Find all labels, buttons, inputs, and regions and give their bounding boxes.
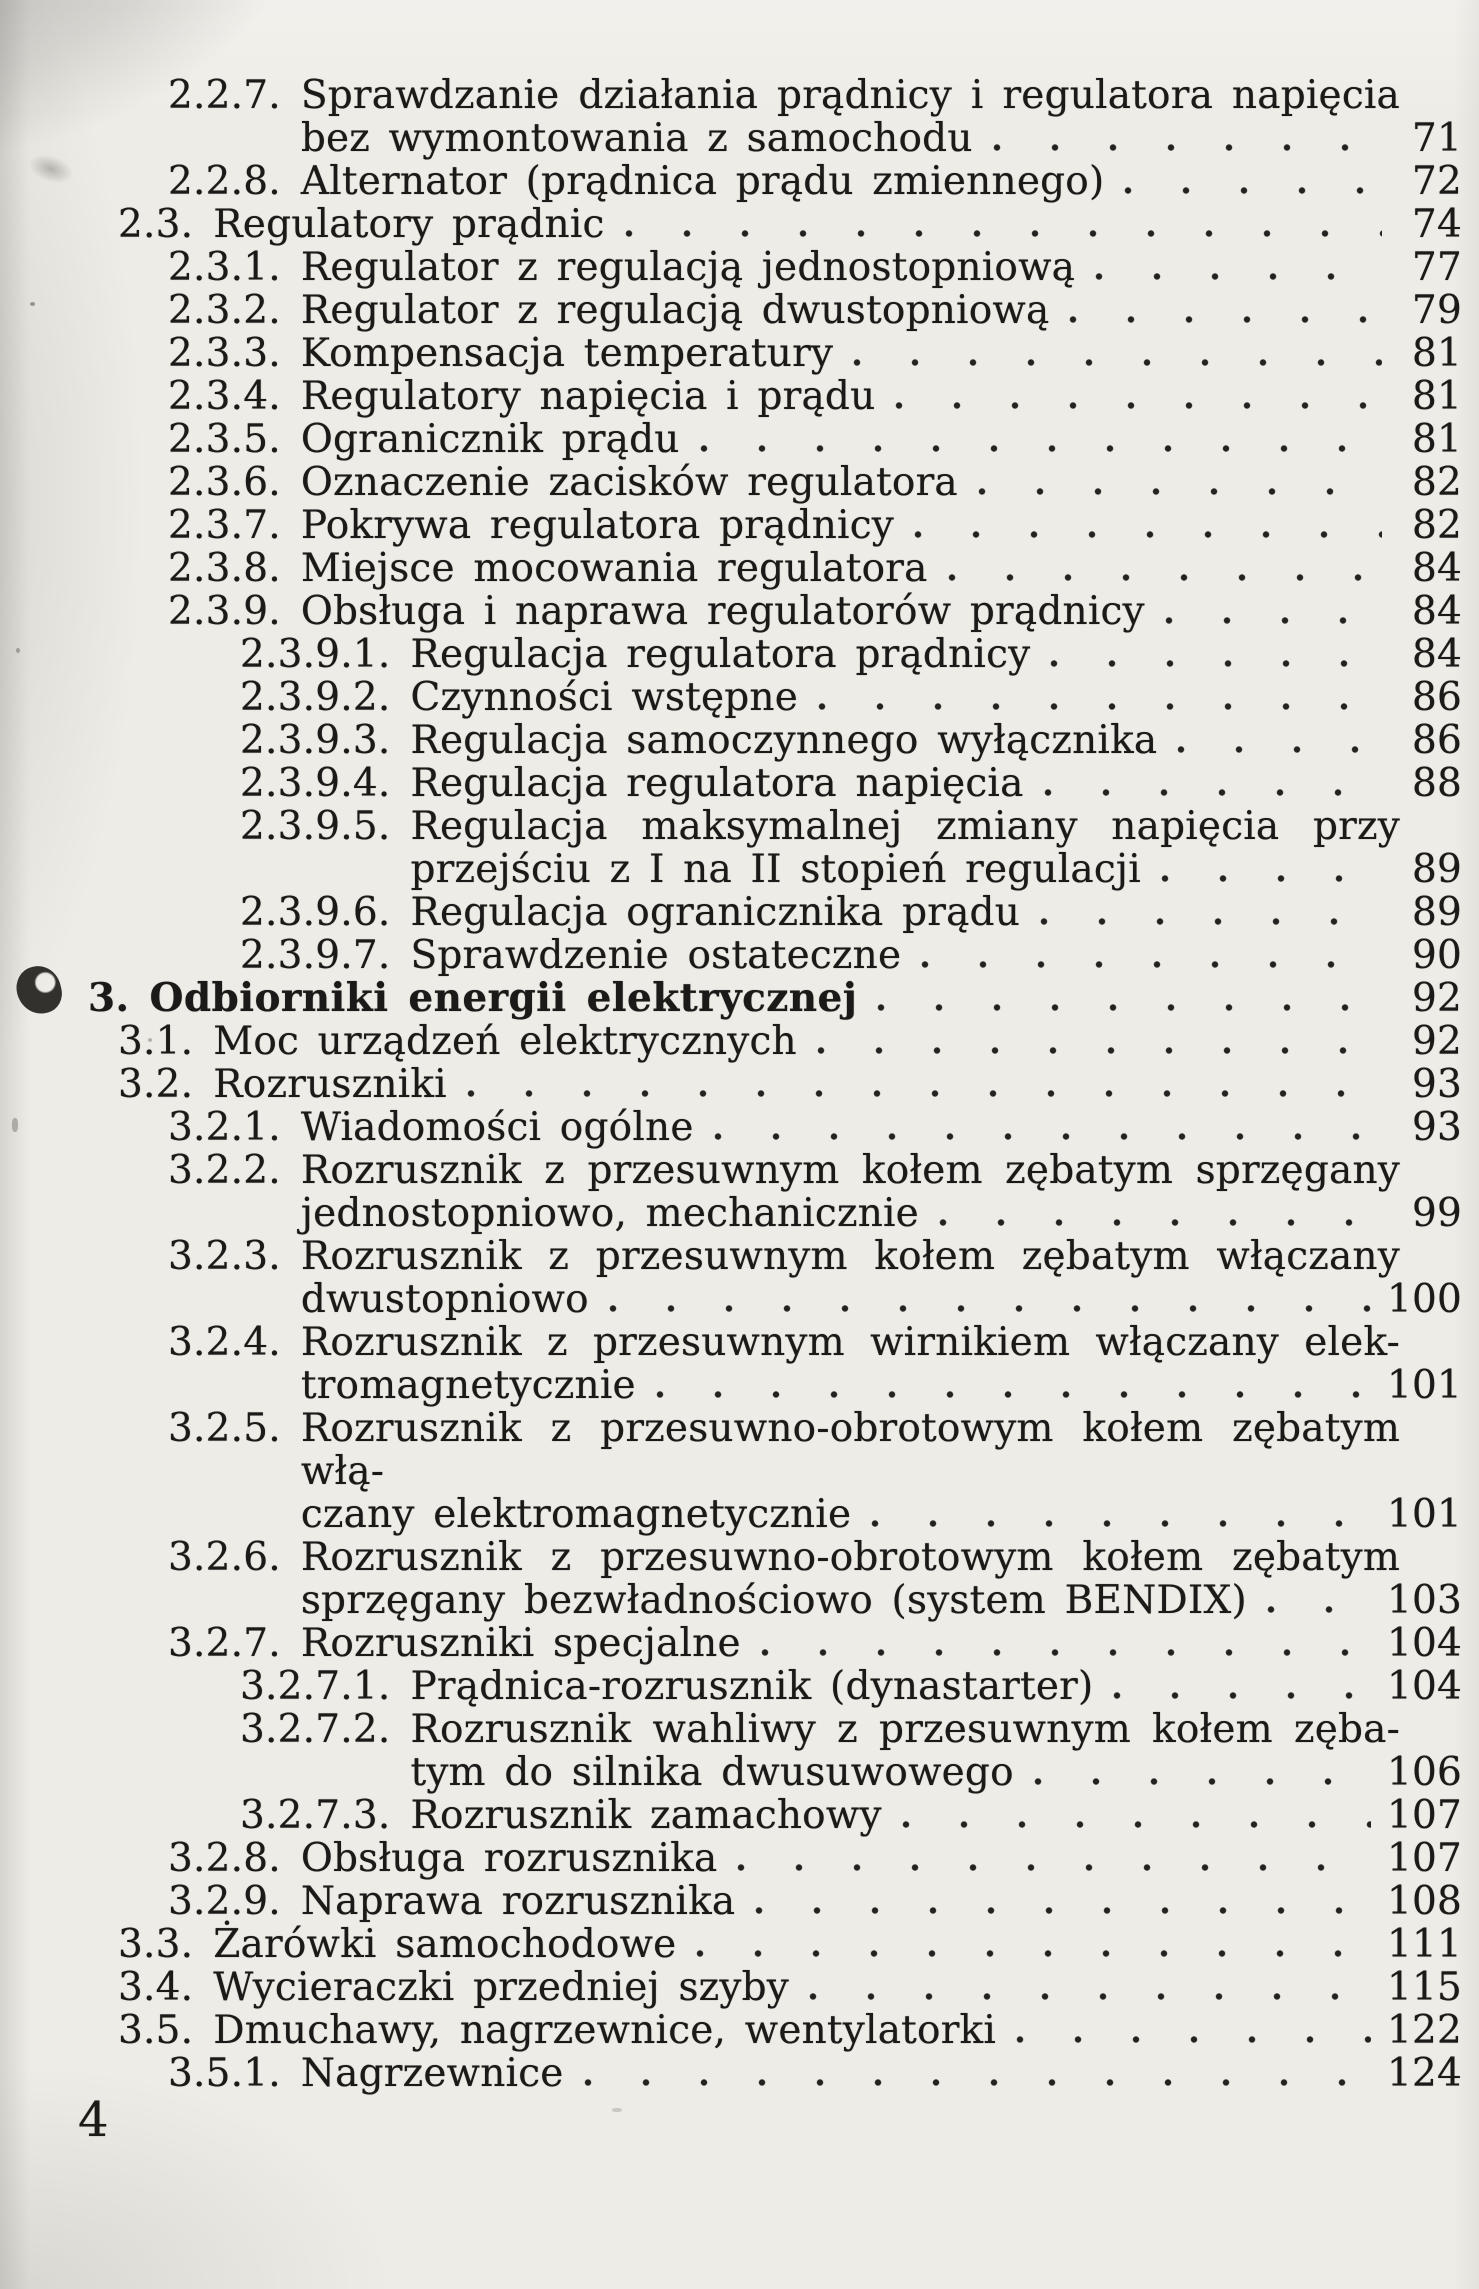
toc-entry-line	[168, 1536, 1462, 1579]
toc-entry-title: Ogranicznik prądu	[300, 417, 680, 462]
dot-leader	[696, 1950, 1370, 1957]
toc-entry-page: 107	[1386, 1793, 1462, 1838]
toc-entry-page: 86	[1411, 718, 1462, 763]
toc-entry-title: Regulacja ogranicznika prądu	[410, 890, 1021, 935]
toc-entry	[88, 805, 1462, 891]
toc-entry-title: Naprawa rozrusznika	[300, 1879, 736, 1924]
toc-entry	[88, 719, 1462, 762]
toc-entry	[88, 934, 1462, 977]
toc-entry	[88, 1407, 1462, 1536]
dot-leader	[817, 1047, 1382, 1054]
dot-leader	[993, 144, 1382, 151]
toc-entry-title: Rozrusznik z przesuwno-obrotowym kołem zębatym	[300, 1535, 1400, 1580]
toc-entry-number: 2.3.9.7.	[240, 933, 391, 978]
toc-entry-page: 92	[1411, 976, 1462, 1021]
toc-entry-line	[240, 676, 1462, 719]
dot-leader	[1050, 660, 1382, 667]
toc-entry-number: 2.3.9.	[168, 589, 281, 634]
toc-entry-title: Odbiorniki energii elektrycznej	[149, 975, 858, 1021]
toc-entry	[88, 1536, 1462, 1622]
toc-entry-title: Wiadomości ogólne	[300, 1105, 694, 1150]
dot-leader	[1095, 273, 1382, 280]
toc-entry-title: Regulator z regulacją jednostopniową	[300, 245, 1076, 290]
toc-entry	[88, 160, 1462, 203]
toc-entry-title: Rozrusznik z przesuwnym wirnikiem włączany elek-	[300, 1320, 1400, 1365]
toc-entry-page: 93	[1411, 1062, 1462, 1107]
toc-entry-title: Miejsce mocowania regulatora	[300, 546, 928, 591]
table-of-contents	[0, 74, 1479, 2095]
toc-entry-line	[168, 246, 1462, 289]
toc-entry-line	[118, 1063, 1462, 1106]
toc-entry-title: Wycieraczki przedniej szyby	[213, 1965, 790, 2010]
dot-leader	[871, 1520, 1371, 1527]
dot-leader	[1069, 316, 1382, 323]
toc-entry	[88, 1923, 1462, 1966]
toc-entry-title: Rozrusznik wahliwy z przesuwnym kołem zęba-	[410, 1707, 1400, 1752]
toc-entry-title: Nagrzewnice	[300, 2051, 564, 2096]
toc-entry-number: 2.3.4.	[168, 374, 281, 419]
toc-entry-page: 107	[1386, 1836, 1462, 1881]
toc-entry-number: 2.3.5.	[168, 417, 281, 462]
toc-entry-page: 77	[1411, 245, 1462, 290]
toc-entry	[88, 590, 1462, 633]
dot-leader	[584, 2079, 1371, 2086]
toc-entry-continuation-line	[168, 1364, 1462, 1407]
toc-entry-title: Oznaczenie zacisków regulatora	[300, 460, 958, 505]
toc-entry	[88, 1106, 1462, 1149]
toc-entry-title-continuation: tym do silnika dwusuwowego	[410, 1750, 1014, 1795]
toc-entry-number: 3.2.	[118, 1062, 194, 1107]
toc-entry-number: 2.3.6.	[168, 460, 281, 505]
toc-entry-title: Rozruszniki specjalne	[300, 1621, 741, 1666]
dot-leader	[1040, 918, 1382, 925]
toc-entry-line	[240, 891, 1462, 934]
toc-entry-page: 81	[1411, 374, 1462, 419]
toc-entry-title: Prądnica-rozrusznik (dynastarter)	[410, 1664, 1094, 1709]
toc-entry-line	[168, 74, 1462, 117]
toc-entry-line	[168, 504, 1462, 547]
toc-entry-page: 88	[1411, 761, 1462, 806]
dot-leader	[737, 1864, 1371, 1871]
toc-entry	[88, 1665, 1462, 1708]
toc-entry-line	[168, 1837, 1462, 1880]
dot-leader	[1113, 1692, 1371, 1699]
toc-entry-title: Kompensacja temperatury	[300, 331, 834, 376]
toc-entry-number: 3.2.4.	[168, 1320, 281, 1365]
toc-entry-title-continuation: czany elektromagnetycznie	[300, 1492, 852, 1537]
toc-entry-line	[168, 418, 1462, 461]
toc-entry-title: Alternator (prądnica prądu zmiennego)	[300, 159, 1105, 204]
toc-entry-line	[240, 934, 1462, 977]
toc-entry-line	[168, 1321, 1462, 1364]
toc-entry-continuation-line	[168, 1579, 1462, 1622]
toc-entry	[88, 1321, 1462, 1407]
toc-entry	[88, 633, 1462, 676]
toc-entry	[88, 203, 1462, 246]
toc-entry-page: 89	[1411, 847, 1462, 892]
toc-entry-number: 2.3.9.1.	[240, 632, 391, 677]
toc-entry-continuation-line	[168, 117, 1462, 160]
toc-entry-title-continuation: bez wymontowania z samochodu	[300, 116, 973, 161]
dot-leader	[609, 1305, 1371, 1312]
toc-entry-line	[168, 2052, 1462, 2095]
dot-leader	[939, 1219, 1382, 1226]
toc-entry-number: 3.2.9.	[168, 1879, 281, 1924]
toc-entry-page: 100	[1386, 1277, 1462, 1322]
toc-entry-title: Regulatory napięcia i prądu	[300, 374, 876, 419]
toc-entry-page: 101	[1386, 1492, 1462, 1537]
dot-leader	[948, 574, 1382, 581]
toc-entry-page: 92	[1411, 1019, 1462, 1064]
toc-entry-line	[168, 590, 1462, 633]
toc-entry-title-continuation: jednostopniowo, mechanicznie	[300, 1191, 919, 1236]
toc-entry	[88, 977, 1462, 1020]
toc-entry-number: 2.2.8.	[168, 159, 281, 204]
toc-entry	[88, 1837, 1462, 1880]
toc-entry-page: 82	[1411, 503, 1462, 548]
toc-entry-number: 3.4.	[118, 1965, 194, 2010]
dot-leader	[978, 488, 1382, 495]
toc-entry-title: Regulatory prądnic	[213, 202, 605, 247]
toc-entry	[88, 2052, 1462, 2095]
toc-entry-title: Moc urządzeń elektrycznych	[213, 1019, 797, 1064]
toc-entry-line	[168, 1622, 1462, 1665]
dot-leader	[755, 1907, 1371, 1914]
toc-entry-number: 3.2.7.1.	[240, 1664, 391, 1709]
toc-entry-number: 3.2.7.	[168, 1621, 281, 1666]
toc-entry-page: 99	[1411, 1191, 1462, 1236]
toc-entry-line	[240, 805, 1462, 848]
dot-leader	[902, 1821, 1371, 1828]
toc-entry-title: Rozruszniki	[213, 1062, 447, 1107]
toc-entry-title: Dmuchawy, nagrzewnice, wentylatorki	[213, 2008, 997, 2053]
toc-entry-number: 3.5.	[118, 2008, 194, 2053]
toc-entry	[88, 676, 1462, 719]
toc-entry-line	[118, 1020, 1462, 1063]
toc-entry-page: 108	[1386, 1879, 1462, 1924]
toc-entry-line	[118, 203, 1462, 246]
toc-entry-line	[168, 332, 1462, 375]
toc-entry	[88, 375, 1462, 418]
toc-entry-page: 79	[1411, 288, 1462, 333]
toc-entry-title: Regulator z regulacją dwustopniową	[300, 288, 1050, 333]
toc-entry-title: Rozrusznik z przesuwnym kołem zębatym sprzęgany	[300, 1148, 1400, 1193]
toc-entry-page: 74	[1411, 202, 1462, 247]
dot-leader	[467, 1090, 1382, 1097]
toc-entry	[88, 504, 1462, 547]
toc-entry-continuation-line	[168, 1192, 1462, 1235]
toc-entry-number: 2.3.9.2.	[240, 675, 391, 720]
dot-leader	[921, 961, 1382, 968]
toc-entry-continuation-line	[168, 1278, 1462, 1321]
toc-entry-number: 2.3.8.	[168, 546, 281, 591]
toc-entry-line	[240, 1665, 1462, 1708]
toc-entry	[88, 762, 1462, 805]
toc-entry-title: Pokrywa regulatora prądnicy	[300, 503, 894, 548]
toc-entry-title-continuation: sprzęgany bezwładnościowo (system BENDIX)	[300, 1578, 1247, 1623]
dot-leader	[714, 1133, 1382, 1140]
toc-entry-title: Rozrusznik z przesuwno-obrotowym kołem zębatym włą-	[300, 1406, 1400, 1494]
dot-leader	[1034, 1778, 1371, 1785]
toc-entry	[88, 547, 1462, 590]
toc-entry-title: Rozrusznik z przesuwnym kołem zębatym włączany	[300, 1234, 1400, 1279]
toc-entry-number: 3.2.5.	[168, 1406, 281, 1451]
toc-entry	[88, 1020, 1462, 1063]
toc-entry	[88, 1063, 1462, 1106]
toc-entry-page: 71	[1411, 116, 1462, 161]
toc-entry	[88, 289, 1462, 332]
dot-leader	[914, 531, 1382, 538]
toc-entry-line	[168, 1106, 1462, 1149]
toc-entry-line	[168, 547, 1462, 590]
toc-entry-number: 2.3.2.	[168, 288, 281, 333]
dot-leader	[809, 1993, 1371, 2000]
toc-entry-page: 111	[1386, 1922, 1462, 1967]
toc-entry-page: 84	[1411, 589, 1462, 634]
toc-entry	[88, 1880, 1462, 1923]
scan-speck	[612, 2108, 622, 2112]
dot-leader	[1267, 1606, 1371, 1613]
toc-entry-line	[240, 1708, 1462, 1751]
toc-entry-number: 3.2.1.	[168, 1105, 281, 1150]
toc-entry-number: 2.3.9.4.	[240, 761, 391, 806]
toc-entry-continuation-line	[240, 1751, 1462, 1794]
toc-entry-title: Regulacja regulatora napięcia	[410, 761, 1024, 806]
toc-entry	[88, 246, 1462, 289]
toc-entry-line	[118, 1923, 1462, 1966]
toc-entry-number: 2.3.3.	[168, 331, 281, 376]
toc-entry	[88, 1794, 1462, 1837]
dot-leader	[895, 402, 1382, 409]
toc-entry	[88, 418, 1462, 461]
dot-leader	[853, 359, 1382, 366]
toc-entry-page: 103	[1386, 1578, 1462, 1623]
toc-entry	[88, 461, 1462, 504]
toc-entry-number: 3.	[88, 975, 130, 1021]
toc-entry	[88, 891, 1462, 934]
dot-leader	[1165, 617, 1382, 624]
toc-entry	[88, 1708, 1462, 1794]
dot-leader	[625, 230, 1382, 237]
toc-entry	[88, 1149, 1462, 1235]
toc-entry-number: 3.2.6.	[168, 1535, 281, 1580]
toc-entry-line	[168, 1235, 1462, 1278]
toc-entry-number: 3.2.7.3.	[240, 1793, 391, 1838]
toc-entry-line	[168, 461, 1462, 504]
toc-entry	[88, 74, 1462, 160]
toc-entry-page: 106	[1386, 1750, 1462, 1795]
toc-entry-page: 124	[1386, 2051, 1462, 2096]
dot-leader	[761, 1649, 1371, 1656]
toc-entry-page: 90	[1411, 933, 1462, 978]
toc-entry-page: 72	[1411, 159, 1462, 204]
toc-entry-title: Rozrusznik zamachowy	[410, 1793, 882, 1838]
dot-leader	[1016, 2036, 1371, 2043]
toc-entry-line	[168, 1149, 1462, 1192]
toc-entry-page: 122	[1386, 2008, 1462, 2053]
toc-entry-page: 84	[1411, 546, 1462, 591]
toc-entry-line	[168, 289, 1462, 332]
toc-entry-number: 2.2.7.	[168, 73, 281, 118]
dot-leader	[877, 1004, 1382, 1011]
toc-entry-number: 3.2.7.2.	[240, 1707, 391, 1752]
toc-entry-number: 3.3.	[118, 1922, 194, 1967]
toc-entry-number: 3.2.2.	[168, 1148, 281, 1193]
toc-entry-line	[168, 375, 1462, 418]
dot-leader	[1161, 875, 1382, 882]
toc-entry-title: Żarówki samochodowe	[213, 1922, 677, 1967]
toc-entry-page: 86	[1411, 675, 1462, 720]
toc-entry-title: Regulacja samoczynnego wyłącznika	[410, 718, 1158, 763]
toc-entry-page: 104	[1386, 1664, 1462, 1709]
toc-entry-page: 81	[1411, 417, 1462, 462]
toc-entry-title: Regulacja maksymalnej zmiany napięcia przy	[410, 804, 1400, 849]
dot-leader	[656, 1391, 1371, 1398]
toc-entry-number: 3.5.1.	[168, 2051, 281, 2096]
toc-entry-number: 2.3.	[118, 202, 194, 247]
toc-entry-page: 81	[1411, 331, 1462, 376]
toc-entry-title-continuation: przejściu z I na II stopień regulacji	[410, 847, 1141, 892]
page-number-footer: 4	[78, 2092, 109, 2148]
toc-entry-title-continuation: tromagnetycznie	[300, 1363, 636, 1408]
toc-entry	[88, 1966, 1462, 2009]
toc-entry-line	[168, 160, 1462, 203]
toc-entry-number: 3.2.8.	[168, 1836, 281, 1881]
toc-entry-title: Obsługa i naprawa regulatorów prądnicy	[300, 589, 1145, 634]
toc-entry-title-continuation: dwustopniowo	[300, 1277, 589, 1322]
toc-entry-page: 84	[1411, 632, 1462, 677]
toc-entry	[88, 1622, 1462, 1665]
toc-entry-line	[240, 719, 1462, 762]
toc-entry-line	[168, 1880, 1462, 1923]
dot-leader	[1124, 187, 1382, 194]
toc-entry-number: 2.3.9.3.	[240, 718, 391, 763]
toc-entry	[88, 2009, 1462, 2052]
toc-entry-title: Sprawdzenie ostateczne	[410, 933, 902, 978]
toc-entry-page: 104	[1386, 1621, 1462, 1666]
toc-entry	[88, 332, 1462, 375]
toc-entry-line	[118, 1966, 1462, 2009]
toc-entry-line	[240, 762, 1462, 805]
toc-entry-continuation-line	[240, 848, 1462, 891]
toc-entry-page: 89	[1411, 890, 1462, 935]
toc-entry-number: 2.3.7.	[168, 503, 281, 548]
toc-entry-page: 82	[1411, 460, 1462, 505]
toc-entry-line	[168, 1407, 1462, 1493]
toc-entry-line	[88, 977, 1462, 1020]
toc-entry-title: Sprawdzanie działania prądnicy i regulatora napięcia	[300, 73, 1400, 118]
toc-entry	[88, 1235, 1462, 1321]
toc-entry-line	[240, 633, 1462, 676]
toc-entry-number: 2.3.9.6.	[240, 890, 391, 935]
toc-entry-number: 3.2.3.	[168, 1234, 281, 1279]
toc-entry-number: 3.1.	[118, 1019, 194, 1064]
toc-entry-title: Regulacja regulatora prądnicy	[410, 632, 1031, 677]
dot-leader	[1177, 746, 1382, 753]
toc-entry-line	[240, 1794, 1462, 1837]
toc-entry-page: 115	[1386, 1965, 1462, 2010]
toc-entry-page: 93	[1411, 1105, 1462, 1150]
dot-leader	[700, 445, 1382, 452]
toc-entry-page: 101	[1386, 1363, 1462, 1408]
toc-entry-continuation-line	[168, 1493, 1462, 1536]
toc-entry-number: 2.3.9.5.	[240, 804, 391, 849]
dot-leader	[1044, 789, 1382, 796]
toc-entry-line	[118, 2009, 1462, 2052]
dot-leader	[818, 703, 1382, 710]
toc-entry-title: Czynności wstępne	[410, 675, 799, 720]
toc-entry-number: 2.3.1.	[168, 245, 281, 290]
toc-entry-title: Obsługa rozrusznika	[300, 1836, 718, 1881]
